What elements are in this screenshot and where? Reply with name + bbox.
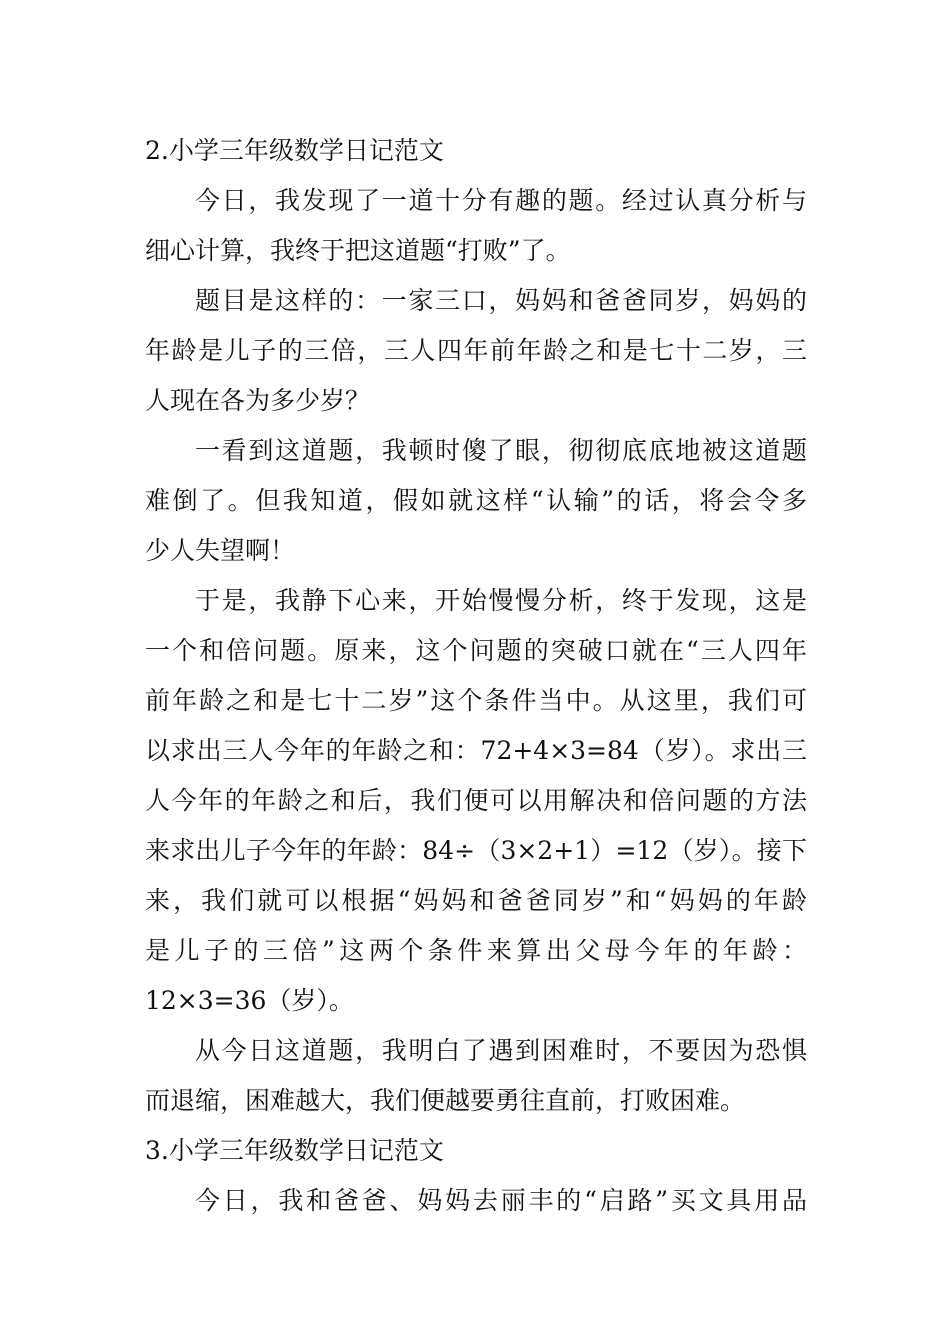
paragraph-line: 一看到这道题，我顿时傻了眼，彻彻底底地被这道题 xyxy=(195,436,807,465)
paragraph-line: 题目是这样的：一家三口，妈妈和爸爸同岁，妈妈的 xyxy=(195,286,807,315)
paragraph-line: 难倒了。但我知道，假如就这样“认输”的话，将会令多 xyxy=(145,486,807,515)
paragraph-line: 一个和倍问题。原来，这个问题的突破口就在“三人四年 xyxy=(145,636,807,665)
paragraph-line: 今日，我和爸爸、妈妈去丽丰的“启路”买文具用品 xyxy=(195,1186,807,1215)
section-heading: 2.小学三年级数学日记范文 xyxy=(145,136,444,165)
paragraph-line: 人今年的年龄之和后，我们便可以用解决和倍问题的方法 xyxy=(145,786,807,815)
paragraph-line: 从今日这道题，我明白了遇到困难时，不要因为恐惧 xyxy=(195,1036,807,1065)
paragraph-line: 而退缩，困难越大，我们便越要勇往直前，打败困难。 xyxy=(145,1086,746,1115)
paragraph-line: 少人失望啊！ xyxy=(145,536,296,565)
paragraph-line: 以求出三人今年的年龄之和：72+4×3=84（岁）。求出三 xyxy=(145,736,807,765)
section-heading: 3.小学三年级数学日记范文 xyxy=(145,1136,444,1165)
paragraph-line: 来，我们就可以根据“妈妈和爸爸同岁”和“妈妈的年龄 xyxy=(145,886,807,915)
paragraph-line: 来求出儿子今年的年龄：84÷（3×2+1）=12（岁）。接下 xyxy=(145,836,807,865)
paragraph-line: 今日，我发现了一道十分有趣的题。经过认真分析与 xyxy=(195,186,807,215)
paragraph-line: 12×3=36（岁）。 xyxy=(145,986,354,1015)
paragraph-line: 年龄是儿子的三倍，三人四年前年龄之和是七十二岁，三 xyxy=(145,336,807,365)
paragraph-line: 细心计算，我终于把这道题“打败”了。 xyxy=(145,236,571,265)
paragraph-line: 人现在各为多少岁？ xyxy=(145,386,371,415)
paragraph-line: 是儿子的三倍”这两个条件来算出父母今年的年龄： xyxy=(145,936,807,965)
paragraph-line: 于是，我静下心来，开始慢慢分析，终于发现，这是 xyxy=(195,586,807,615)
paragraph-line: 前年龄之和是七十二岁”这个条件当中。从这里，我们可 xyxy=(145,686,807,715)
